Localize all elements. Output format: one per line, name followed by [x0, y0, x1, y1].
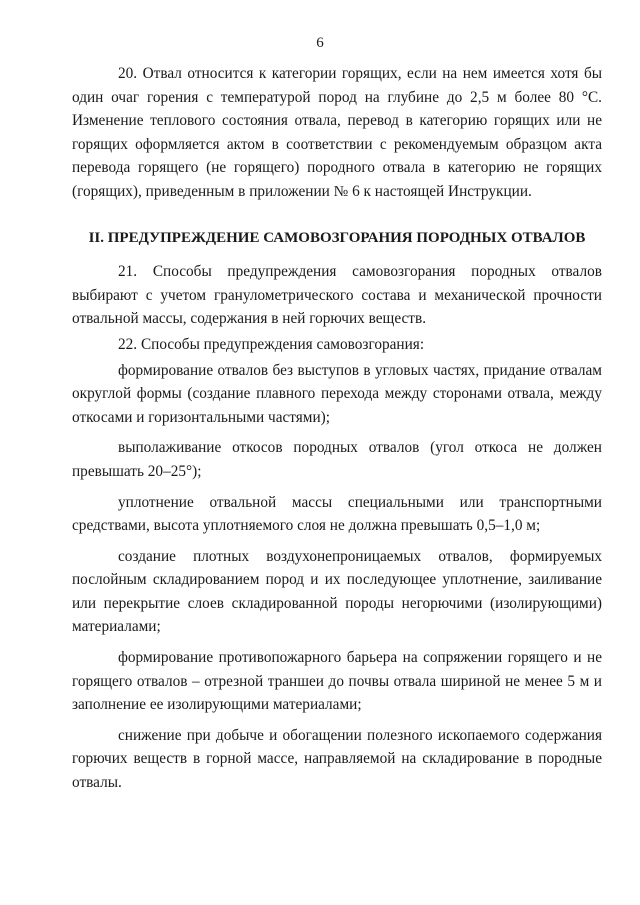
list-item-rounded-form: формирование отвалов без выступов в угловых частях, придание отвалам округлой формы (создание плавного перехода между сторонами отвала, между откосами и горизонтальными частями);: [72, 361, 602, 426]
page-number: 6: [316, 35, 324, 51]
paragraph-22: 22. Способы предупреждения самовозгорания:: [118, 335, 425, 353]
document-body: [72, 62, 602, 795]
section-heading: II. ПРЕДУПРЕЖДЕНИЕ САМОВОЗГОРАНИЯ ПОРОДНЫХ ОТВАЛОВ: [88, 229, 586, 246]
list-item-fire-barrier: формирование противопожарного барьера на сопряжении горящего и не горящего отвалов – отрезной траншеи до почвы отвала шириной не менее 5 м и заполнение ее изолирующими материалами;: [72, 649, 602, 714]
paragraph-20: 20. Отвал относится к категории горящих, если на нем имеется хотя бы один очаг горения с температурой пород на глубине до 2,5 м более 80 °С. Изменение теплового состояния отвала, перевод в категорию горящих или не горящих оформляется актом в соответствии с рекомендуемым образцом акта перевода горящего (не горящего) породного отвала в категорию не горящих (горящих), приведенным в приложении № 6 к настоящей Инструкции.: [72, 65, 602, 200]
paragraph-21: 21. Способы предупреждения самовозгорания породных отвалов выбирают с учетом гранулометрического состава и механической прочности отвальной массы, содержания в ней горючих веществ.: [72, 263, 602, 328]
list-item-reduce-combustibles: снижение при добыче и обогащении полезного ископаемого содержания горючих веществ в горной массе, направляемой на складирование в породные отвалы.: [72, 726, 602, 792]
list-item-compaction: уплотнение отвальной массы специальными или транспортными средствами, высота уплотняемого слоя не должна превышать 0,5–1,0 м;: [72, 493, 602, 535]
list-item-slope-flattening: выполаживание откосов породных отвалов (угол откоса не должен превышать 20–25°);: [72, 439, 602, 480]
list-item-airtight-dumps: создание плотных воздухонепроницаемых отвалов, формируемых послойным складированием пород и их последующее уплотнение, заиливание или перекрытие слоев складированной породы негорючими (изолирующими) материалами;: [72, 547, 602, 636]
